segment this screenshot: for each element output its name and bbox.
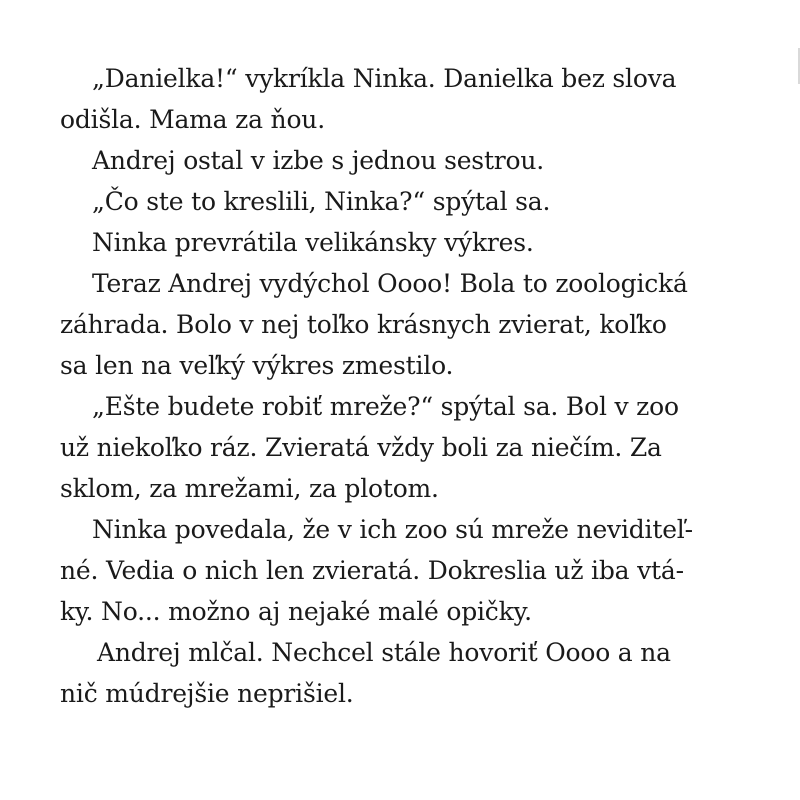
text-line: nič múdrejšie neprišiel. (60, 679, 354, 708)
text-line: odišla. Mama za ňou. (60, 105, 325, 134)
text-line: Teraz Andrej vydýchol Oooo! Bola to zoologická (92, 269, 688, 298)
text-line: záhrada. Bolo v nej toľko krásnych zvierat, koľko (60, 310, 667, 339)
text-line: Ninka prevrátila velikánsky výkres. (92, 228, 534, 257)
text-line: už niekoľko ráz. Zvieratá vždy boli za niečím. Za (60, 433, 662, 462)
text-line: ky. No... možno aj nejaké malé opičky. (60, 597, 532, 626)
text-line: sa len na veľký výkres zmestilo. (60, 351, 454, 380)
text-line: „Danielka!“ vykríkla Ninka. Danielka bez slova (92, 64, 677, 93)
text-line: Andrej mlčal. Nechcel stále hovoriť Oooo a na (97, 638, 671, 667)
text-line: sklom, za mrežami, za plotom. (60, 474, 439, 503)
text-line: né. Vedia o nich len zvieratá. Dokreslia už iba vtá- (60, 556, 684, 585)
story-text (60, 58, 760, 714)
text-line: Ninka povedala, že v ich zoo sú mreže neviditeľ- (92, 515, 693, 544)
text-line: Andrej ostal v izbe s jednou sestrou. (92, 146, 545, 175)
text-line: „Ešte budete robiť mreže?“ spýtal sa. Bol v zoo (92, 392, 679, 421)
text-line: „Čo ste to kreslili, Ninka?“ spýtal sa. (92, 187, 551, 216)
